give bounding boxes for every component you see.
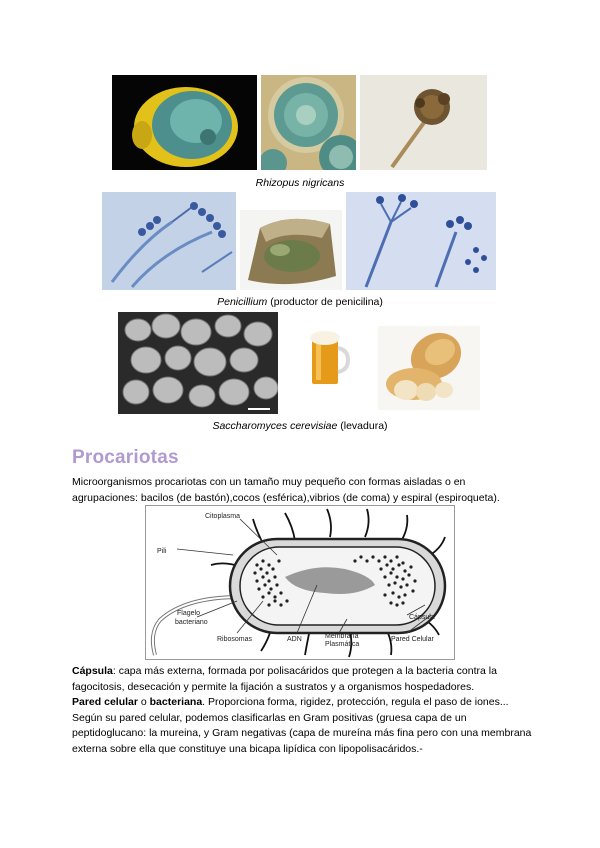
photo-yeast-sem: [118, 312, 278, 414]
caption-saccharomyces: [0, 420, 600, 433]
label-capsula: Cápsula: [409, 614, 435, 621]
caption-penicillium: [0, 296, 600, 309]
caption-penicillium-species: Penicillium: [217, 296, 268, 308]
pared-term-2: bacteriana: [149, 696, 203, 708]
capsula-paragraph: [72, 664, 532, 695]
photo-penicillium-micrograph-1: [102, 192, 236, 290]
bacteria-diagram-svg: [145, 505, 455, 660]
pared-text: . Proporciona forma, rigidez, protección, regula el paso de iones... Según su pared celular, podemos clasificarlas en Gram positivas (gruesa capa de un peptidoglucano: la mureina, y Gram negativas (capa de mureína más fina pero con una membrana externa sobre ella que constituye una bicapa lipídica con lipopolisacáridos.-: [72, 696, 532, 755]
photo-bread-loaf: [378, 326, 480, 410]
photo-penicillium-micrograph-2: [346, 192, 496, 290]
caption-saccharomyces-desc: (levadura): [337, 420, 388, 432]
pared-term: Pared celular: [72, 696, 138, 708]
photo-moldy-lemon: [112, 75, 257, 170]
photo-mold-petri-dish: [261, 75, 356, 170]
label-membrana-2: Plasmática: [325, 641, 360, 648]
photo-moldy-bread: [240, 210, 342, 290]
label-adn: ADN: [287, 636, 302, 643]
label-flagelo-2: bacteriano: [175, 619, 208, 626]
intro-paragraph: Microorganismos procariotas con un tamaño muy pequeño con formas aisladas o en agrupaciones: bacilos (de bastón),cocos (esférica),vibrios (de coma) y espiral (espiroqueta).: [72, 476, 500, 504]
caption-penicillium-desc: (productor de penicilina): [267, 296, 383, 308]
pared-connector: o: [137, 696, 150, 708]
label-membrana: Membrana: [325, 633, 359, 640]
label-ribosomas: Ribosomas: [217, 636, 253, 643]
label-flagelo: Flagelo: [177, 610, 200, 617]
pared-paragraph: [72, 695, 532, 757]
caption-rhizopus: [0, 177, 600, 190]
label-pared-celular: Pared Celular: [391, 636, 434, 643]
label-pili: Pili: [157, 548, 167, 555]
photo-beer-mug: [306, 326, 350, 388]
label-citoplasma: Citoplasma: [205, 513, 241, 520]
photo-sporangium-micrograph: [360, 75, 487, 170]
bacteria-diagram: [145, 505, 455, 660]
capsula-term: Cápsula: [72, 665, 113, 677]
section-title-procariotas: Procariotas: [72, 447, 179, 468]
caption-rhizopus-species: Rhizopus nigricans: [255, 177, 345, 189]
caption-saccharomyces-species: Saccharomyces cerevisiae: [212, 420, 338, 432]
capsula-text: : capa más externa, formada por polisacáridos que protegen a la bacteria contra la fagocitosis, desecación y permite la fijación a sustratos y a organismos hospedadores.: [72, 665, 497, 693]
